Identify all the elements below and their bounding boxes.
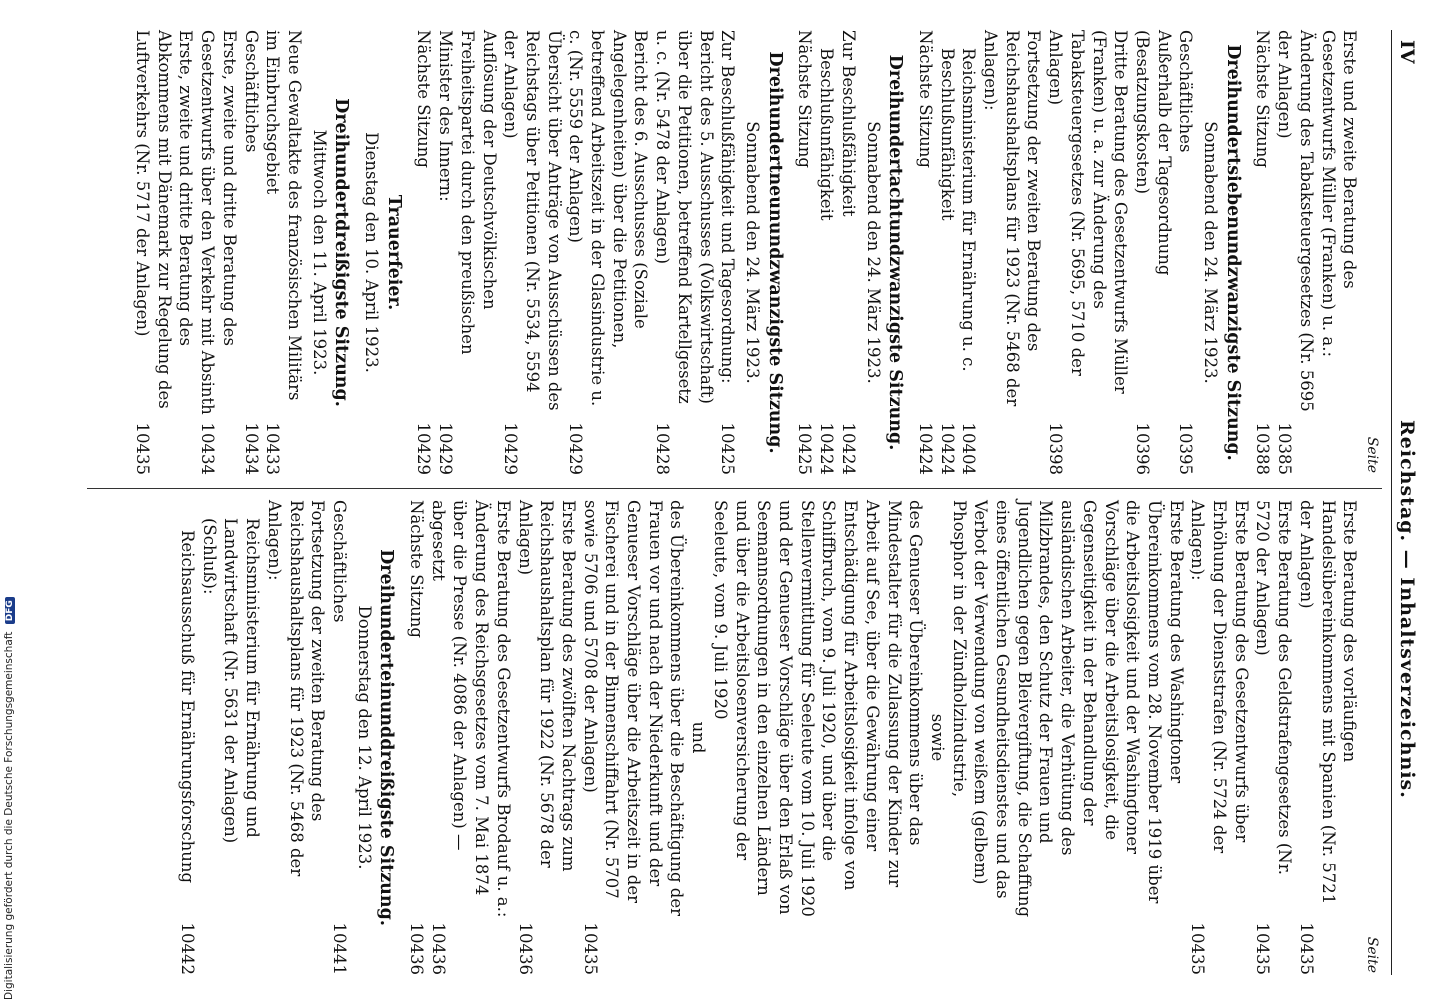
toc-entry bbox=[196, 30, 239, 475]
entry-title: Erste, zweite und dritte Beratung des Gesetzentwurfs über den Verkehr mit Absinth bbox=[198, 30, 239, 415]
entry-title: Neue Gewaltakte des französischen Militärs im Einbruchsgebiet bbox=[263, 30, 304, 401]
entry-page-number: 10429 bbox=[501, 422, 521, 475]
entry-title: Fortsetzung der zweiten Beratung des Reichshaushaltsplans für 1923 (Nr. 5468 der Anlagen): bbox=[981, 30, 1044, 407]
entry-page-number: 10424 bbox=[915, 422, 935, 475]
entry-title: Außerhalb der Tagesordnung (Besatzungskosten) bbox=[1132, 30, 1174, 276]
entry-title: Bericht des 5. Ausschusses (Volkswirtschaft) über die Petitionen, betreffend Kartellgesetz u. c. (Nr. 5478 der Anlagen) bbox=[653, 30, 716, 404]
entry-title: des Übereinkommens über die Beschäftigung der Frauen vor und nach der Niederkunft und der Genueser Vorschläge über die Arbeitszeit in der Fischerei und in der Binnenschiffahrt (Nr. 5707 sowie 5706 und 5708 der Anlagen) bbox=[580, 500, 687, 917]
entry-page-number: 10436 bbox=[407, 922, 427, 975]
header-rule bbox=[1391, 30, 1392, 975]
entry-title: Erste Beratung des Geldstrafengesetzes (Nr. 5720 der Anlagen) bbox=[1253, 500, 1295, 876]
entry-title: Geschäftliches bbox=[1176, 30, 1196, 153]
toc-entry bbox=[262, 30, 305, 475]
toc-entry bbox=[837, 30, 859, 475]
entry-title: Erste Beratung des Gesetzentwurfs Brodauf u. a.: Änderung des Reichsgesetzes vom 7. Mai 1874 über die Presse (Nr. 4086 der Anlagen) — abgesetzt bbox=[428, 500, 513, 918]
toc-entry bbox=[1252, 500, 1295, 975]
entry-title: Dritte Beratung des Gesetzentwurfs Müller (Franken) u. a. zur Änderung des Tabaksteuergesetzes (Nr. 5695, 5710 der Anlagen) bbox=[1046, 30, 1131, 394]
entry-page-number: 10442 bbox=[178, 922, 198, 975]
entry-title: Erste Beratung des zwölften Nachtrags zum Reichshaushaltsplan für 1922 (Nr. 5678 der Anlagen) bbox=[515, 500, 578, 872]
entry-page-number: 10435 bbox=[1296, 922, 1316, 975]
toc-entry bbox=[1295, 500, 1360, 975]
footer-credit bbox=[3, 0, 17, 1000]
entry-title: Erste Beratung des Washingtoner Übereinkommens vom 28. November 1919 über die Arbeitslosigkeit und der Washingtoner Vorschläge über die Arbeitslosigkeit, die Gegenseitigkeit in der Behandlung der ausländischen Arbeiter, die Verhütung des Milzbrandes, den Schutz der Frauen und Jugendlichen gegen Bleivergiftung, die Schaffung eines öffentlichen Gesundheitsdienstes und das Verbot der Verwendung von weißem (gelbem) Phosphor in der Zündholzindustrie, bbox=[949, 500, 1186, 918]
toc-entry bbox=[240, 30, 262, 475]
entry-page-number: 10424 bbox=[937, 422, 957, 475]
toc-entry bbox=[1252, 30, 1274, 475]
toc-entry bbox=[914, 30, 936, 475]
entry-page-number: 10396 bbox=[1132, 422, 1152, 475]
entry-page-number: 10424 bbox=[817, 422, 837, 475]
toc-entry bbox=[434, 30, 499, 475]
toc-entry bbox=[717, 30, 739, 475]
toc-entry bbox=[936, 30, 958, 475]
entry-title: Zur Beschlußfähigkeit und Tagesordnung: bbox=[718, 30, 738, 384]
session-date: Sonnabend den 24. März 1923. bbox=[1201, 121, 1221, 384]
toc-entry bbox=[413, 30, 435, 475]
toc-entry bbox=[794, 30, 816, 475]
entry-page-number: 10425 bbox=[718, 422, 738, 475]
session-date: Donnerstag den 12. April 1923. bbox=[354, 605, 374, 870]
toc-entry bbox=[979, 30, 1044, 475]
left-column bbox=[131, 30, 1382, 475]
toc-entry bbox=[1044, 30, 1131, 475]
right-column bbox=[176, 500, 1382, 975]
toc-entry bbox=[131, 30, 196, 475]
toc-entry bbox=[263, 500, 328, 975]
entry-title: Nächste Sitzung bbox=[795, 30, 815, 168]
entry-title: Nächste Sitzung bbox=[407, 500, 427, 638]
dfg-logo: DFG bbox=[5, 597, 15, 624]
toc-entry bbox=[427, 500, 514, 975]
entry-title: Nächste Sitzung bbox=[1253, 30, 1273, 168]
session-heading: Dreihundertsiebenundzwanzigste Sitzung. bbox=[1222, 44, 1243, 461]
entry-page-number: 10404 bbox=[959, 422, 979, 475]
entry-page-number: 10435 bbox=[1253, 922, 1273, 975]
footer-credit-text: Digitalisierung gefördert durch die Deutsche Forschungsgemeinschaft bbox=[3, 631, 15, 1000]
session-heading: Dreihundertachtundzwanzigste Sitzung. bbox=[885, 54, 906, 451]
entry-page-number: 10428 bbox=[653, 422, 673, 475]
toc-entry bbox=[565, 30, 652, 475]
toc-entry bbox=[176, 500, 198, 975]
entry-page-number: 10434 bbox=[198, 422, 218, 475]
entry-page-number: 10429 bbox=[566, 422, 586, 475]
entry-page-number: 10436 bbox=[515, 922, 535, 975]
entry-page-number: 10434 bbox=[241, 422, 261, 475]
toc-entry bbox=[815, 30, 837, 475]
entry-title: Reichsministerium für Ernährung und Landwirtschaft (Nr. 5631 der Anlagen) (Schluß): bbox=[199, 518, 263, 844]
toc-entry bbox=[579, 500, 688, 975]
session-heading: Trauerfeier. bbox=[383, 194, 404, 311]
toc-entry bbox=[652, 30, 717, 475]
session-heading: Dreihundertdreißigste Sitzung. bbox=[331, 98, 352, 407]
entry-page-number: 10441 bbox=[329, 922, 349, 975]
entry-title: Reichsministerium für Ernährung u. c. bbox=[959, 48, 979, 372]
seite-label-left: Seite bbox=[1364, 436, 1380, 473]
session-heading: Dreihundertneunundzwanzigste Sitzung. bbox=[764, 51, 785, 454]
entry-title: Beschlußunfähigkeit bbox=[937, 48, 957, 221]
entry-page-number: 10398 bbox=[1046, 422, 1066, 475]
entry-title: Erste Beratung des vorläufigen Handelsübereinkommens mit Spanien (Nr. 5721 der Anlagen) bbox=[1296, 500, 1360, 905]
connector-text: und bbox=[689, 721, 709, 754]
session-date: Mittwoch den 11. April 1923. bbox=[309, 129, 329, 376]
toc-entry bbox=[1175, 30, 1197, 475]
toc-entry bbox=[958, 30, 980, 475]
entry-page-number: 10429 bbox=[414, 422, 434, 475]
entry-page-number: 10436 bbox=[428, 922, 448, 975]
running-title: Reichstag. — Inhaltsverzeichnis. bbox=[1396, 420, 1418, 799]
toc-entry bbox=[1187, 500, 1252, 975]
toc-entry bbox=[328, 500, 350, 975]
entry-page-number: 10435 bbox=[133, 422, 153, 475]
entry-page-number: 10425 bbox=[795, 422, 815, 475]
toc-entry bbox=[1131, 30, 1174, 475]
entry-page-number: 10435 bbox=[1188, 922, 1208, 975]
entry-page-number: 10429 bbox=[436, 422, 456, 475]
entry-title: Übersicht über Anträge von Ausschüssen des Reichstags über Petitionen (Nr. 5534, 5594 der Anlagen) bbox=[501, 30, 564, 411]
seite-label-right: Seite bbox=[1364, 936, 1380, 973]
toc-entry bbox=[514, 500, 579, 975]
session-heading: Dreihunderteinunddreißigste Sitzung. bbox=[376, 549, 397, 926]
toc-entry bbox=[1273, 30, 1360, 475]
entry-title: Beschlußunfähigkeit bbox=[817, 48, 837, 221]
entry-title: Erste, zweite und dritte Beratung des Abkommens mit Dänemark zur Regelung des Luftverkehrs (Nr. 5717 der Anlagen) bbox=[133, 30, 196, 409]
entry-title: Zur Beschlußfähigkeit bbox=[838, 30, 858, 217]
entry-title: Erste Beratung des Gesetzentwurfs über Erhöhung der Dienststrafen (Nr. 5724 der Anlagen): bbox=[1188, 500, 1251, 854]
entry-page-number: 10424 bbox=[838, 422, 858, 475]
session-date: Sonnabend den 24. März 1923. bbox=[743, 121, 763, 384]
column-divider bbox=[87, 488, 1382, 489]
toc-entry bbox=[709, 500, 926, 975]
session-date: Sonnabend den 24. März 1923. bbox=[863, 121, 883, 384]
entry-page-number: 10433 bbox=[263, 422, 283, 475]
entry-page-number: 10435 bbox=[580, 922, 600, 975]
session-date: Dienstag den 10. April 1923. bbox=[362, 132, 382, 373]
entry-page-number: 10388 bbox=[1253, 422, 1273, 475]
page-number: IV bbox=[1396, 40, 1418, 64]
toc-entry bbox=[948, 500, 1187, 975]
entry-title: Fortsetzung der zweiten Beratung des Reichshaushaltsplans für 1923 (Nr. 5468 der Anlagen): bbox=[264, 500, 328, 877]
entry-page-number: 10395 bbox=[1176, 422, 1196, 475]
entry-title: Nächste Sitzung bbox=[414, 30, 434, 168]
entry-title: Erste und zweite Beratung des Gesetzentwurfs Müller (Franken) u. a.: Änderung des Tabaksteuergesetzes (Nr. 5695 der Anlagen) bbox=[1275, 30, 1360, 412]
entry-title: Bericht des 6. Ausschusses (Soziale Angelegenheiten) über die Petitionen, betreffend Arbeitszeit in der Glasindustrie u. c. (Nr. 5559 der Anlagen) bbox=[566, 30, 651, 407]
entry-title: Geschäftliches bbox=[329, 500, 349, 623]
toc-entry bbox=[500, 30, 565, 475]
entry-page-number: 10385 bbox=[1275, 422, 1295, 475]
connector-text: sowie bbox=[927, 713, 947, 762]
entry-title: Reichsausschuß für Ernährungsforschung bbox=[178, 530, 198, 884]
toc-entry bbox=[405, 500, 427, 975]
entry-title: Auflösung der Deutschvölkischen Freiheitspartei durch den preußischen Minister des Innern: bbox=[436, 30, 499, 355]
toc-entry bbox=[198, 500, 263, 975]
entry-title: Nächste Sitzung bbox=[915, 30, 935, 168]
entry-title: Geschäftliches bbox=[241, 30, 261, 153]
entry-title: des Genueser Übereinkommens über das Mindestalter für die Zulassung der Kinder zur Arbeit auf See, über die Gewährung einer Entschädigung für Arbeitslosigkeit infolge von Schiffbruch, vom 9. Juli 1920, und über die Stellenvermittlung für Seeleute vom 10. Juli 1920 und der Genueser Vorschläge über den Erlaß von Seemannsordnungen in den einzelnen Ländern und über die Arbeitslosenversicherung der Seeleute, vom 9. Juli 1920 bbox=[710, 500, 926, 917]
